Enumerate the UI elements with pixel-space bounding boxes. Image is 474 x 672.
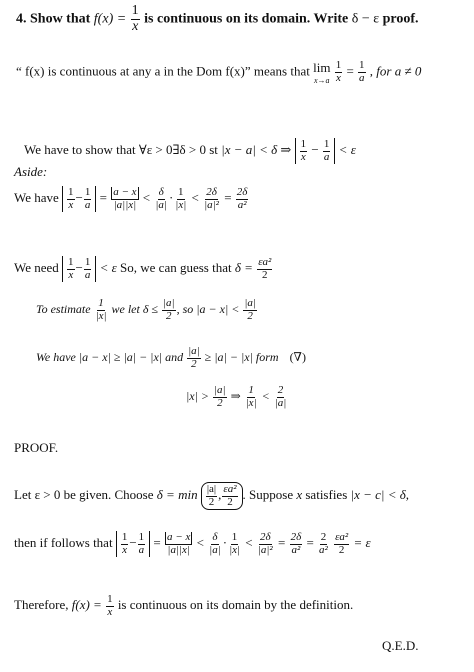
problem-title: 4. Show that f(x) = $\frac{1}{x}$ is continuous on its domain. Write δ − ε proof. xyxy=(16,3,419,34)
estimate-line: To estimate $\frac{1}{|x|}$ we let δ ≤ $\frac{|a|}{2}$ , so |a − x| < $\frac{|a|}{2}$ xyxy=(36,297,256,322)
aside-we-have: We have $\frac{1}{x}$ − $\frac{1}{a}$ = $\frac{a - x}{|a||x|}$ < $\frac{\delta}{|a|}$ · $\frac{1}{|x|}$ < $\frac{2\delta}{\text{|a|²}}$ = $\frac{2\delta}{\text{a²}}$ xyxy=(14,186,248,211)
intro-line: “ f(x) is continuous at any a in the Dom f(x)” means that lim x→a $\frac{1}{x}$ = $\frac{1}{a}$ , for a ≠ 0 xyxy=(16,59,422,85)
aside-label: Aside: xyxy=(14,164,48,179)
limit-expr: lim x→a xyxy=(313,60,331,85)
show-line: We have to show that ∀ε > 0∃δ > 0 st |x − a| < δ ⇒ $\frac{1}{x}$ − $\frac{1}{a}$ < ε xyxy=(24,138,356,163)
proof-let-line: Let ε > 0 be given. Choose δ = min $\frac{|a|}{2}$ , $\frac{\text{εa²}}{2}$ . Suppose x satisfies |x − c| < δ, xyxy=(14,482,409,510)
proof-label: PROOF. xyxy=(14,440,59,455)
we-have-form-line: We have |a − x| ≥ |a| − |x| and $\frac{|a|}{2}$ ≥ |a| − |x| form (∇) xyxy=(36,345,306,370)
proof-then-line: then if follows that $\frac{1}{x}$ − $\frac{1}{a}$ = $\frac{a - x}{|a||x|}$ < $\frac{\delta}{|a|}$ · $\frac{1}{|x|}$ < $\frac{2\delta}{\text{|a|²}}$ = $\frac{2\delta}{\text{a²}}$ = $\frac{2}{\text{a²}}$ $\frac{\text{εa²}}{2}$ = ε xyxy=(14,531,371,556)
problem-number: 4. xyxy=(16,11,27,27)
implies-line: |x| > $\frac{|a|}{2}$ ⇒ $\frac{1}{|x|}$ < $\frac{2}{|a|}$ xyxy=(186,384,287,409)
proof-conclusion-line: Therefore, f(x) = $\frac{1}{x}$ is continuous on its domain by the definition. xyxy=(14,593,354,618)
we-need-line: We need $\frac{1}{x}$ − $\frac{1}{a}$ < ε So, we can guess that δ = $\frac{\text{εa²}}{2}$ xyxy=(14,256,272,281)
qed-label: Q.E.D. xyxy=(382,638,419,653)
nabla-label: (∇) xyxy=(289,349,306,364)
fraction-1-over-x: $\frac{1}{x}$ xyxy=(131,3,139,34)
